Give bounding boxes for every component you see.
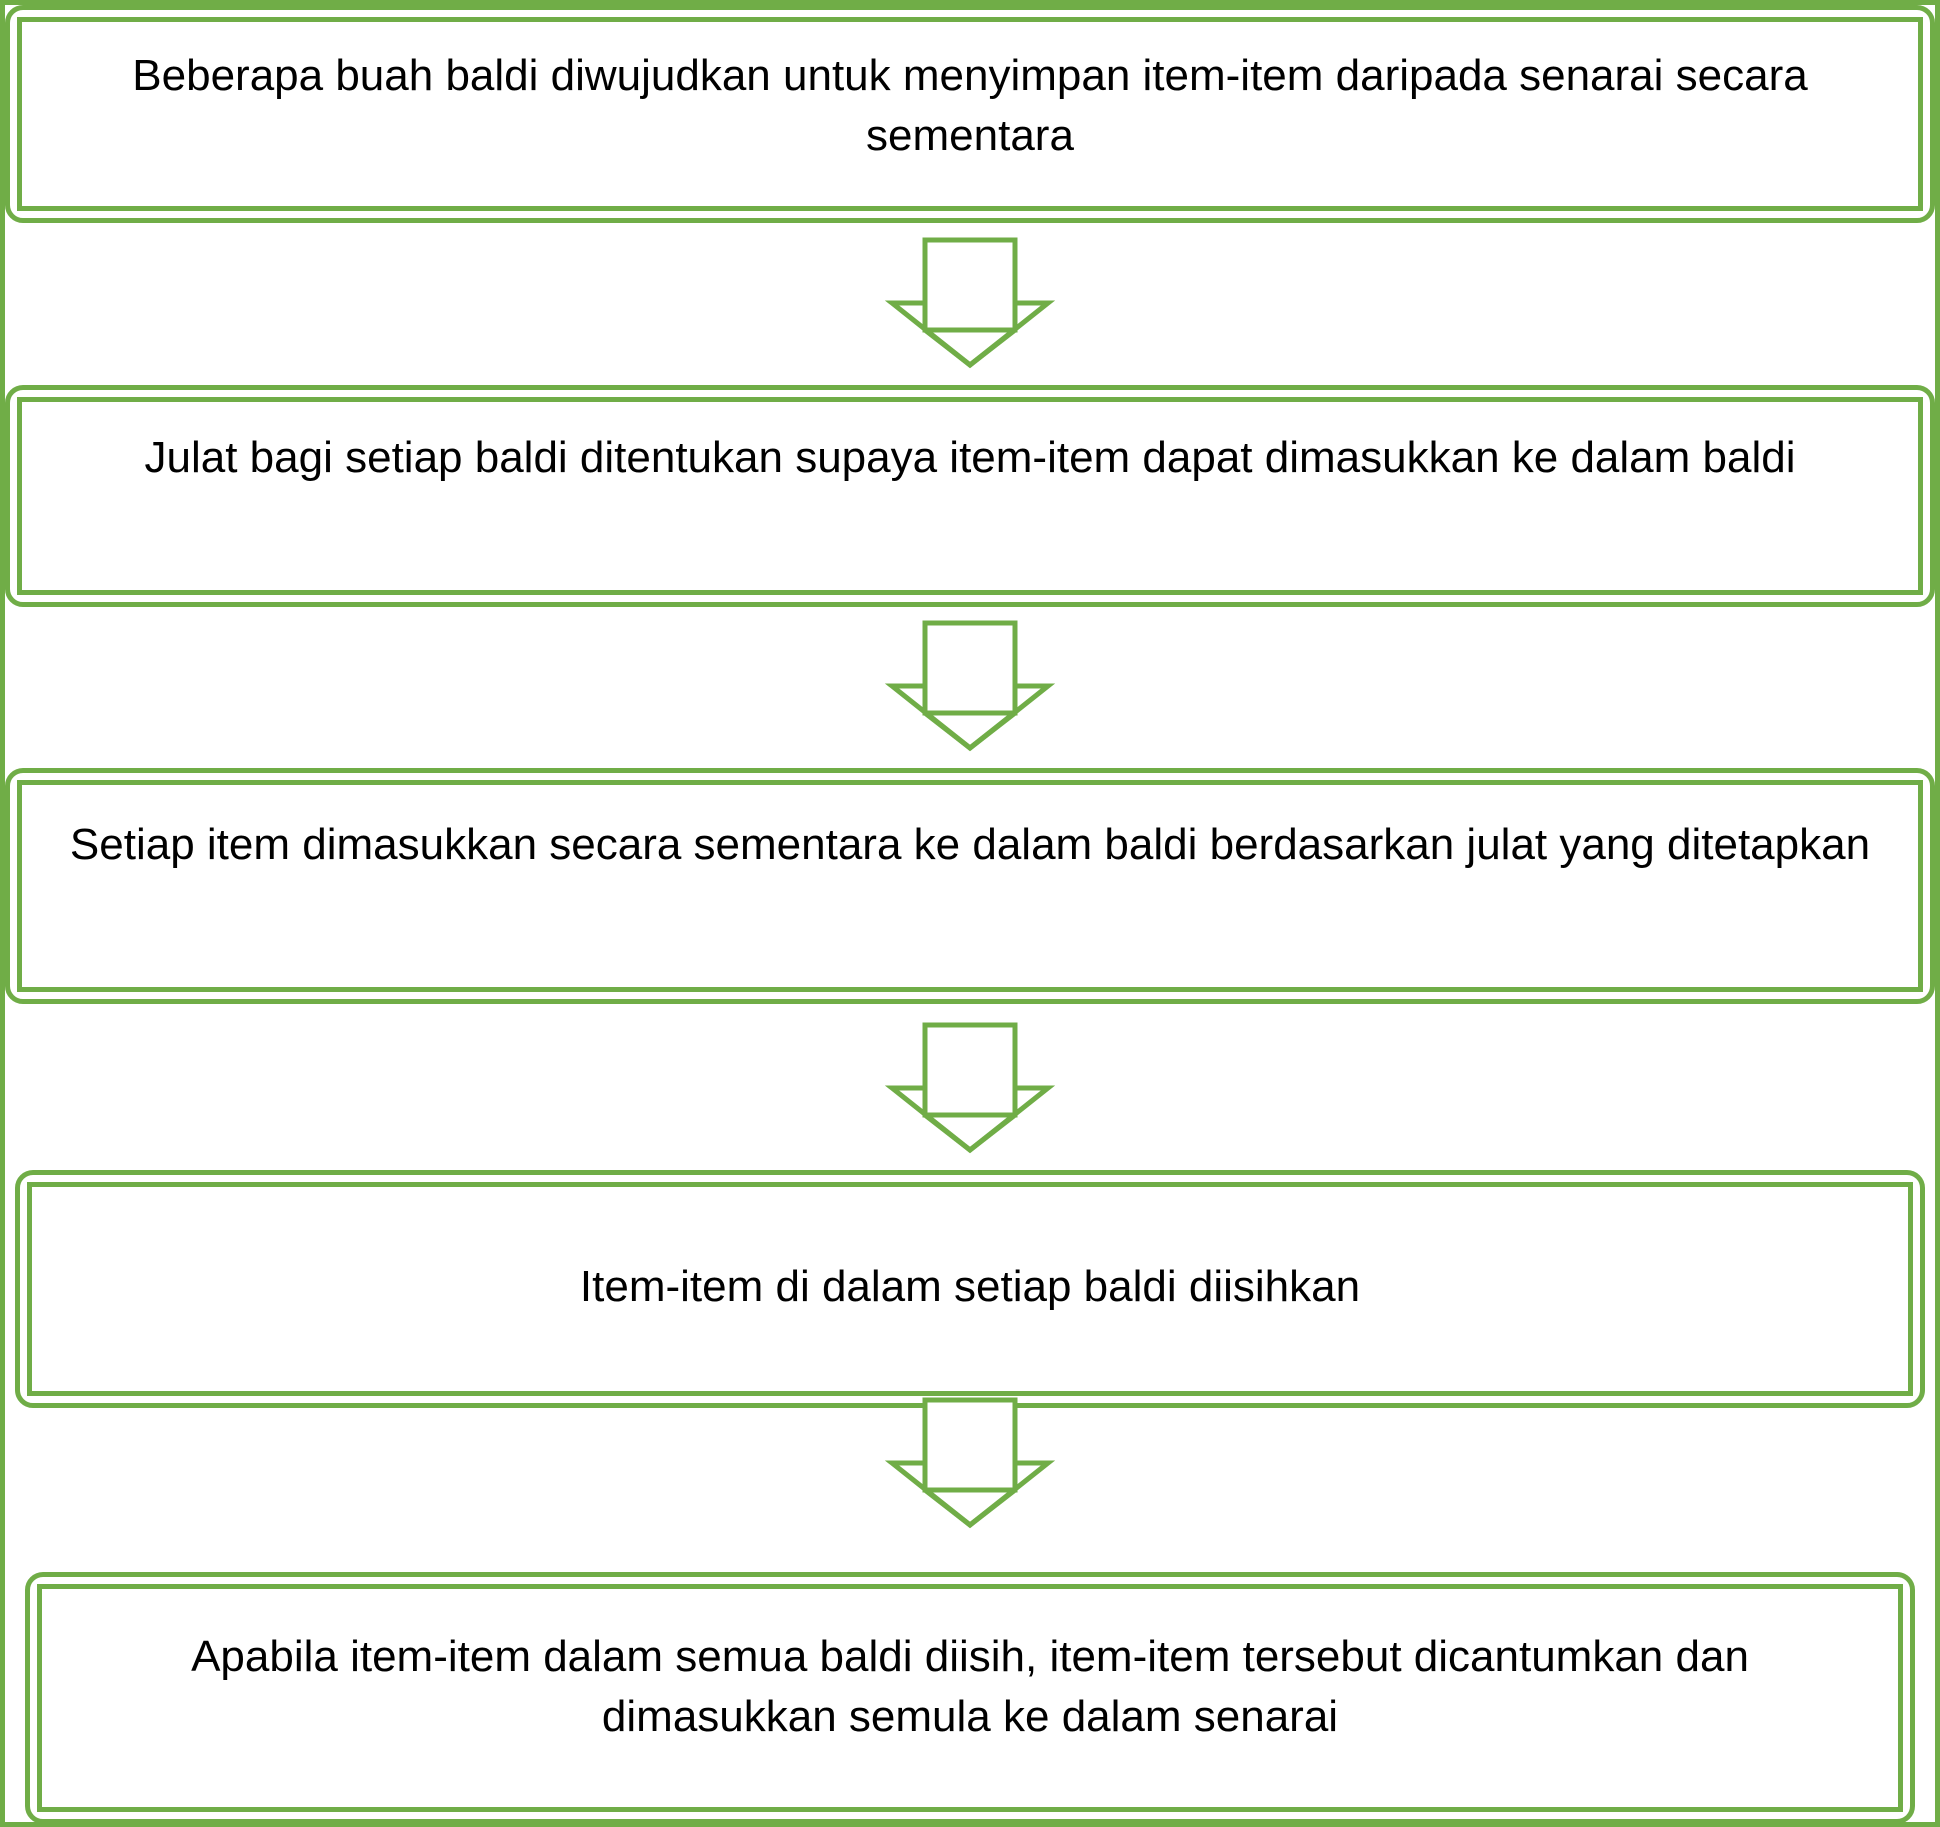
down-arrow-icon bbox=[880, 1395, 1060, 1535]
flow-step-3 bbox=[5, 768, 1935, 1004]
down-arrow-icon bbox=[880, 618, 1060, 758]
flow-step-3-label: Setiap item dimasukkan secara sementara ke dalam baldi berdasarkan julat yang ditetapkan bbox=[69, 820, 1871, 869]
flow-step-1-label: Beberapa buah baldi diwujudkan untuk menyimpan item-item daripada senarai secara sementara bbox=[132, 51, 1808, 160]
flow-step-2 bbox=[5, 385, 1935, 607]
flow-step-4 bbox=[15, 1170, 1925, 1408]
flow-step-1 bbox=[5, 5, 1935, 223]
flow-step-5-label: Apabila item-item dalam semua baldi diisih, item-item tersebut dicantumkan dan dimasukkan semula ke dalam senarai bbox=[191, 1632, 1749, 1741]
flow-step-4-label: Item-item di dalam setiap baldi diisihkan bbox=[579, 1262, 1361, 1311]
down-arrow-icon bbox=[880, 235, 1060, 375]
down-arrow-icon bbox=[880, 1020, 1060, 1160]
flow-step-2-label: Julat bagi setiap baldi ditentukan supaya item-item dapat dimasukkan ke dalam baldi bbox=[144, 433, 1796, 482]
flow-step-5 bbox=[25, 1572, 1915, 1824]
